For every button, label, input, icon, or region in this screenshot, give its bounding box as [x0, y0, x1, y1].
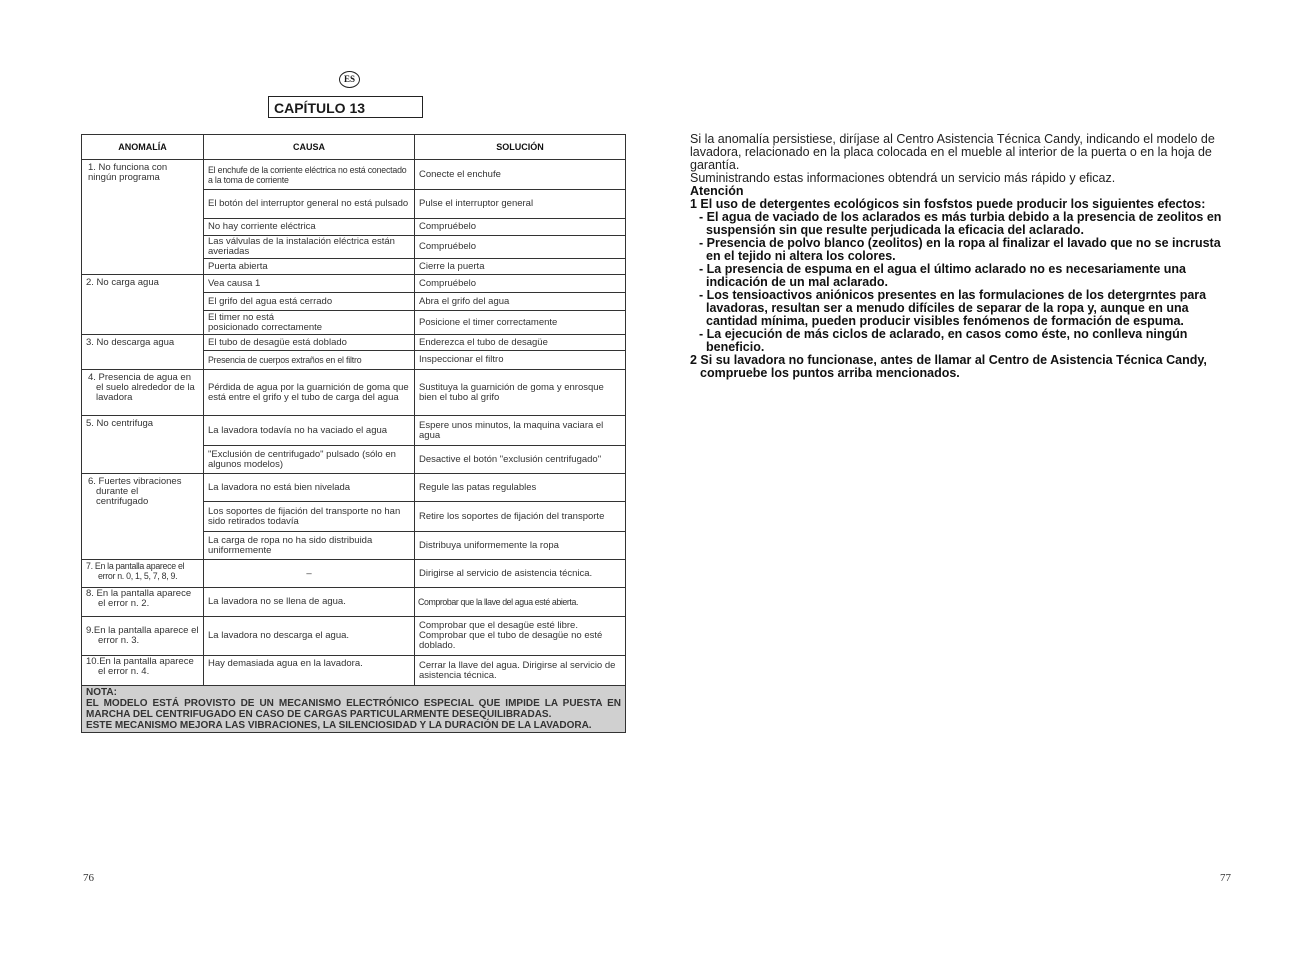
solution-cell: Retire los soportes de fijación del transporte [415, 502, 626, 532]
table-row [82, 617, 626, 656]
solution-cell: Compruébelo [415, 219, 626, 236]
cause-cell: La lavadora no está bien nivelada [204, 474, 415, 502]
nota-box [82, 686, 626, 733]
table-row [82, 160, 626, 190]
right-page-text [690, 133, 1230, 380]
solution-cell: Enderezca el tubo de desagüe [415, 335, 626, 351]
attention-item-1: 1 El uso de detergentes ecológicos sin fosfstos puede producir los siguientes efectos: [690, 197, 1206, 211]
cause-cell: El botón del interruptor general no está pulsado [204, 190, 415, 219]
table-row [82, 560, 626, 588]
anomaly-cell: 9.En la pantalla aparece el error n. 3. [82, 617, 204, 656]
solution-cell: Comprobar que la llave del agua esté abierta. [415, 588, 626, 617]
cause-cell: La carga de ropa no ha sido distribuida uniformemente [204, 532, 415, 560]
attention-subitem: - La ejecución de más ciclos de aclarado, en casos como éste, no conlleva ningún beneficio. [699, 327, 1188, 354]
anomaly-cell: 10.En la pantalla aparece el error n. 4. [82, 656, 204, 686]
solution-cell: Pulse el interruptor general [415, 190, 626, 219]
troubleshooting-table [81, 134, 626, 733]
cause-cell: Puerta abierta [204, 259, 415, 275]
nota-line-1: EL MODELO ESTÁ PROVISTO DE UN MECANISMO ELECTRÓNICO ESPECIAL QUE IMPIDE LA PUESTA EN MARCHA DEL CENTRIFUGADO EN CASO DE CARGAS PARTICULARMENTE DESEQUILIBRADAS. [86, 698, 621, 720]
solution-cell: Inspeccionar el filtro [415, 351, 626, 370]
cause-cell: – [204, 560, 415, 588]
anomaly-cell: 2. No carga agua [82, 275, 204, 335]
solution-cell: Cierre la puerta [415, 259, 626, 275]
solution-cell: Posicione el timer correctamente [415, 311, 626, 335]
table-row [82, 370, 626, 416]
cause-cell: Pérdida de agua por la guarnición de goma que está entre el grifo y el tubo de carga del agua [204, 370, 415, 416]
anomaly-cell: 1. No funciona con ningún programa [82, 160, 204, 275]
cause-cell: No hay corriente eléctrica [204, 219, 415, 236]
table-header-row [82, 135, 626, 160]
solution-cell: Regule las patas regulables [415, 474, 626, 502]
cause-cell: Las válvulas de la instalación eléctrica están averiadas [204, 236, 415, 259]
solution-cell: Cerrar la llave del agua. Dirigirse al servicio de asistencia técnica. [415, 656, 626, 686]
cause-cell: La lavadora no se llena de agua. [204, 588, 415, 617]
solution-cell: Conecte el enchufe [415, 160, 626, 190]
intro-paragraph-2: Suministrando estas informaciones obtendrá un servicio más rápido y eficaz. [690, 171, 1116, 185]
intro-paragraph: Si la anomalía persistiese, diríjase al Centro Asistencia Técnica Candy, indicando el modelo de lavadora, relacionado en la placa colocada en el mueble al interior de la puerta o en la hoja de garantía. [690, 132, 1215, 172]
table-row [82, 588, 626, 617]
page-number-left: 76 [83, 872, 94, 884]
attention-subitem: - El agua de vaciado de los aclarados es más turbia debido a la presencia de zeolitos en suspensión sin que resulte perjudicada la eficacia del aclarado. [699, 210, 1222, 237]
header-anomalia: ANOMALÍA [82, 135, 204, 160]
solution-cell: Dirigirse al servicio de asistencia técnica. [415, 560, 626, 588]
cause-cell: La lavadora no descarga el agua. [204, 617, 415, 656]
attention-subitem: - Presencia de polvo blanco (zeolitos) en la ropa al finalizar el lavado que no se incrusta en el tejido ni altera los colores. [699, 236, 1221, 263]
attention-item-2: 2 Si su lavadora no funcionase, antes de llamar al Centro de Asistencia Técnica Candy, compruebe los puntos arriba mencionados. [690, 353, 1207, 380]
anomaly-cell: 4. Presencia de agua en el suelo alrededor de la lavadora [82, 370, 204, 416]
nota-label: NOTA: [86, 687, 117, 698]
language-badge-es: ES [339, 71, 360, 88]
table-row [82, 335, 626, 351]
cause-cell: El enchufe de la corriente eléctrica no está conectado a la toma de corriente [204, 160, 415, 190]
cause-cell: Hay demasiada agua en la lavadora. [204, 656, 415, 686]
cause-cell: El grifo del agua está cerrado [204, 293, 415, 311]
cause-cell: "Exclusión de centrifugado" pulsado (sólo en algunos modelos) [204, 446, 415, 474]
table-row [82, 275, 626, 293]
attention-subitem: - Los tensioactivos aniónicos presentes en las formulaciones de los detergrntes para lavadoras, resultan ser a menudo difíciles de separar de la ropa y, aunque en una cantidad mínima, pueden producir visibles fenómenos de formación de espuma. [699, 288, 1207, 328]
header-causa: CAUSA [204, 135, 415, 160]
anomaly-cell: 5. No centrifuga [82, 416, 204, 474]
table-row [82, 474, 626, 502]
solution-cell: Compruébelo [415, 236, 626, 259]
anomaly-cell: 8. En la pantalla aparece el error n. 2. [82, 588, 204, 617]
solution-cell: Sustituya la guarnición de goma y enrosque bien el tubo al grifo [415, 370, 626, 416]
cause-cell: El tubo de desagüe está doblado [204, 335, 415, 351]
table-row [82, 416, 626, 446]
atencion-heading: Atención [690, 184, 744, 198]
cause-cell: Presencia de cuerpos extraños en el filtro [204, 351, 415, 370]
attention-subitem: - La presencia de espuma en el agua el último aclarado no es necesariamente una indicación de un mal aclarado. [699, 262, 1186, 289]
cause-cell: Los soportes de fijación del transporte no han sido retirados todavía [204, 502, 415, 532]
anomaly-cell: 6. Fuertes vibraciones durante el centrifugado [82, 474, 204, 560]
solution-cell: Comprobar que el desagüe esté libre. Comprobar que el tubo de desagüe no esté doblado. [415, 617, 626, 656]
table-row [82, 686, 626, 733]
cause-cell: Vea causa 1 [204, 275, 415, 293]
solution-cell: Espere unos minutos, la maquina vaciara el agua [415, 416, 626, 446]
solution-cell: Desactive el botón "exclusión centrifugado" [415, 446, 626, 474]
anomaly-cell: 3. No descarga agua [82, 335, 204, 370]
cause-cell: La lavadora todavía no ha vaciado el agua [204, 416, 415, 446]
solution-cell: Compruébelo [415, 275, 626, 293]
page-number-right: 77 [1220, 872, 1231, 884]
solution-cell: Distribuya uniformemente la ropa [415, 532, 626, 560]
table-row [82, 656, 626, 686]
nota-line-2: ESTE MECANISMO MEJORA LAS VIBRACIONES, LA SILENCIOSIDAD Y LA DURACIÓN DE LA LAVADORA. [86, 720, 592, 731]
anomaly-cell: 7. En la pantalla aparece el error n. 0, 1, 5, 7, 8, 9. [82, 560, 204, 588]
solution-cell: Abra el grifo del agua [415, 293, 626, 311]
chapter-title: CAPÍTULO 13 [268, 96, 423, 118]
cause-cell: El timer no está posicionado correctamente [204, 311, 415, 335]
header-solucion: SOLUCIÓN [415, 135, 626, 160]
